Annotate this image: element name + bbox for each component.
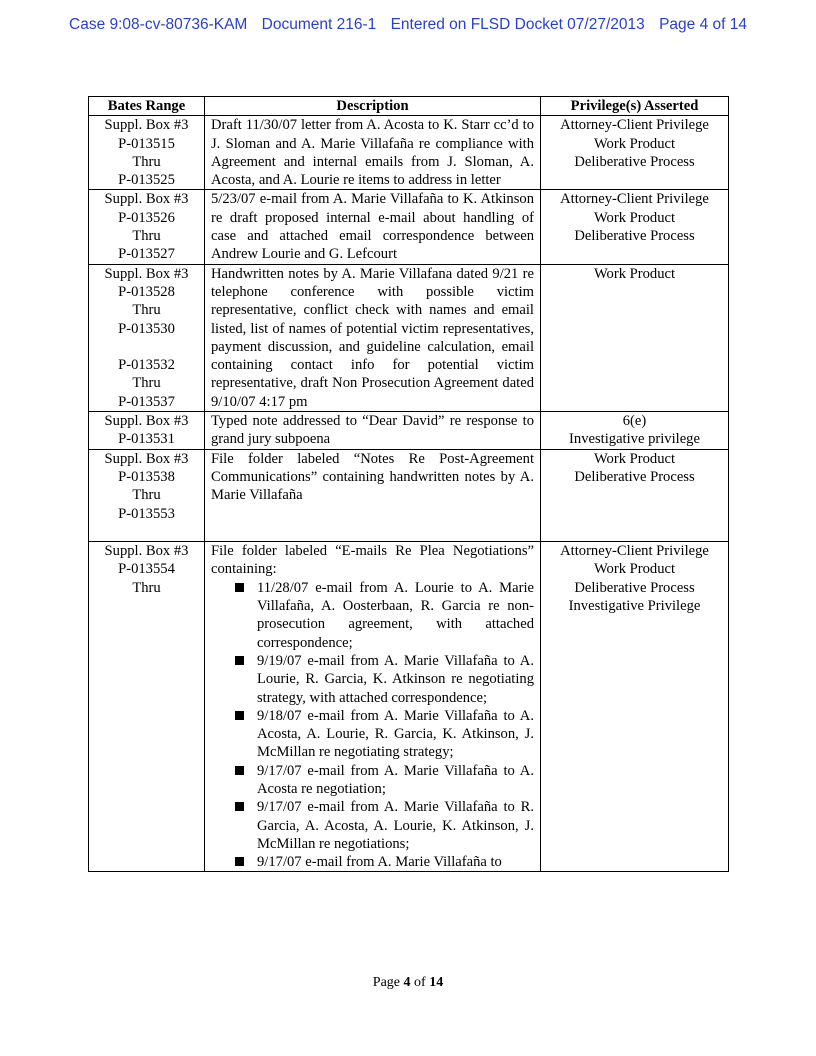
bates-line: Suppl. Box #3 bbox=[104, 413, 189, 430]
privilege-item: Work Product bbox=[593, 561, 676, 578]
bates-line: Suppl. Box #3 bbox=[104, 117, 189, 134]
table-row bbox=[89, 412, 729, 450]
description-cell: File folder labeled “Notes Re Post-Agreement Communications” containing handwritten notes by A. Marie Villafaña bbox=[205, 449, 541, 541]
privilege-item: Deliberative Process bbox=[574, 153, 695, 170]
privilege-item: Investigative Privilege bbox=[568, 598, 701, 615]
privilege-item: Deliberative Process bbox=[574, 468, 695, 485]
privilege-cell bbox=[541, 412, 729, 450]
list-item-text: 9/17/07 e-mail from A. Marie Villafaña to bbox=[257, 854, 502, 871]
bates-line: Thru bbox=[132, 302, 161, 319]
list-item bbox=[257, 579, 534, 652]
privilege-cell bbox=[541, 264, 729, 411]
privilege-item: Work Product bbox=[593, 209, 676, 226]
privilege-cell bbox=[541, 449, 729, 541]
table-header-row bbox=[89, 97, 729, 116]
privilege-item: Work Product bbox=[593, 450, 676, 467]
bates-line: P-013528 bbox=[118, 283, 175, 300]
description-intro: File folder labeled “E-mails Re Plea Negotiations” containing: bbox=[211, 543, 534, 578]
list-item-text: 9/19/07 e-mail from A. Marie Villafaña to A. Lourie, R. Garcia, K. Atkinson re negotiating strategy, with attached correspondence; bbox=[257, 652, 534, 706]
bates-line: Suppl. Box #3 bbox=[104, 450, 189, 467]
privilege-cell bbox=[541, 190, 729, 264]
description-cell bbox=[205, 542, 541, 872]
bates-line: Suppl. Box #3 bbox=[104, 543, 189, 560]
bates-line: P-013532 bbox=[118, 357, 175, 374]
bates-line: P-013553 bbox=[118, 505, 175, 522]
bates-range-cell bbox=[89, 412, 205, 450]
column-header-privileges: Privilege(s) Asserted bbox=[541, 97, 729, 116]
case-number: Case 9:08-cv-80736-KAM bbox=[69, 16, 248, 33]
table-row bbox=[89, 542, 729, 872]
privilege-item: Attorney-Client Privilege bbox=[560, 191, 709, 208]
bates-line: P-013554 bbox=[118, 561, 175, 578]
bates-range-cell bbox=[89, 542, 205, 872]
privilege-item: Attorney-Client Privilege bbox=[560, 117, 709, 134]
list-item bbox=[257, 853, 534, 871]
bates-range-cell bbox=[89, 190, 205, 264]
description-cell: Typed note addressed to “Dear David” re response to grand jury subpoena bbox=[205, 412, 541, 450]
description-cell: Draft 11/30/07 letter from A. Acosta to K. Starr cc’d to J. Sloman and A. Marie Villafaña re compliance with Agreement and internal emails from J. Sloman, A. Acosta, and A. Lourie re items to address in letter bbox=[205, 116, 541, 190]
bates-line: P-013515 bbox=[118, 135, 175, 152]
bates-line: P-013538 bbox=[118, 468, 175, 485]
header-page-number: Page 4 of 14 bbox=[659, 16, 747, 33]
bates-line: Thru bbox=[132, 153, 161, 170]
bates-range-cell bbox=[89, 116, 205, 190]
bates-line: P-013531 bbox=[118, 431, 175, 448]
privilege-cell bbox=[541, 542, 729, 872]
column-header-description: Description bbox=[205, 97, 541, 116]
table-row bbox=[89, 116, 729, 190]
table-row bbox=[89, 190, 729, 264]
privilege-item: 6(e) bbox=[622, 413, 647, 430]
privilege-item: Investigative privilege bbox=[569, 431, 700, 448]
bates-line: P-013530 bbox=[118, 320, 175, 337]
list-item-text: 11/28/07 e-mail from A. Lourie to A. Marie Villafaña, A. Oosterbaan, R. Garcia re non-prosecution agreement, with attached correspondence; bbox=[257, 579, 534, 651]
bates-line: P-013525 bbox=[118, 172, 175, 189]
footer-page-prefix: Page bbox=[372, 975, 401, 990]
bates-spacer bbox=[95, 523, 198, 541]
list-item bbox=[257, 798, 534, 853]
footer-total-pages: 14 bbox=[429, 975, 444, 990]
bates-line: P-013537 bbox=[118, 393, 175, 410]
privilege-item: Deliberative Process bbox=[574, 228, 695, 245]
bates-line bbox=[95, 338, 198, 356]
bates-line: Thru bbox=[132, 228, 161, 245]
privilege-item: Work Product bbox=[593, 135, 676, 152]
square-bullet-icon bbox=[235, 583, 244, 592]
privilege-cell bbox=[541, 116, 729, 190]
bates-range-cell bbox=[89, 264, 205, 411]
footer-current-page: 4 bbox=[403, 975, 411, 990]
table-row bbox=[89, 264, 729, 411]
bates-line: P-013527 bbox=[118, 246, 175, 263]
square-bullet-icon bbox=[235, 656, 244, 665]
description-cell: 5/23/07 e-mail from A. Marie Villafaña to K. Atkinson re draft proposed internal e-mail about handling of case and attached email correspondence between Andrew Lourie and G. Lefcourt bbox=[205, 190, 541, 264]
column-header-bates: Bates Range bbox=[89, 97, 205, 116]
privilege-item: Work Product bbox=[593, 265, 676, 282]
privilege-item: Deliberative Process bbox=[574, 579, 695, 596]
bates-range-cell bbox=[89, 449, 205, 541]
square-bullet-icon bbox=[235, 857, 244, 866]
bates-line: Thru bbox=[132, 579, 161, 596]
list-item bbox=[257, 652, 534, 707]
bates-line: P-013526 bbox=[118, 209, 175, 226]
document-number: Document 216-1 bbox=[261, 16, 377, 33]
list-item bbox=[257, 707, 534, 762]
privilege-item: Attorney-Client Privilege bbox=[560, 543, 709, 560]
square-bullet-icon bbox=[235, 766, 244, 775]
list-item-text: 9/17/07 e-mail from A. Marie Villafaña to R. Garcia, A. Acosta, A. Lourie, K. Atkinson, J. McMillan re negotiations; bbox=[257, 799, 534, 852]
bates-line: Suppl. Box #3 bbox=[104, 265, 189, 282]
page-footer bbox=[0, 975, 816, 991]
table-row bbox=[89, 449, 729, 541]
docket-entry: Entered on FLSD Docket 07/27/2013 bbox=[390, 16, 645, 33]
bates-line: Thru bbox=[132, 487, 161, 504]
list-item-text: 9/18/07 e-mail from A. Marie Villafaña to A. Acosta, A. Lourie, R. Garcia, K. Atkinson, J. McMillan re negotiating strategy; bbox=[257, 707, 534, 761]
privilege-log-table bbox=[88, 96, 729, 872]
square-bullet-icon bbox=[235, 711, 244, 720]
square-bullet-icon bbox=[235, 802, 244, 811]
court-filing-header bbox=[0, 16, 816, 34]
bates-line: Thru bbox=[132, 375, 161, 392]
bates-line: Suppl. Box #3 bbox=[104, 191, 189, 208]
list-item-text: 9/17/07 e-mail from A. Marie Villafaña to A. Acosta re negotiation; bbox=[257, 762, 534, 797]
email-list bbox=[211, 579, 534, 872]
description-cell: Handwritten notes by A. Marie Villafana dated 9/21 re telephone conference with possible victim representative, conflict check with names and email listed, list of names of potential victim representatives, payment discussion, and guideline calculation, email containing contact info for potential victim representative, draft Non Prosecution Agreement dated 9/10/07 4:17 pm bbox=[205, 264, 541, 411]
list-item bbox=[257, 762, 534, 799]
footer-of: of bbox=[414, 975, 426, 990]
